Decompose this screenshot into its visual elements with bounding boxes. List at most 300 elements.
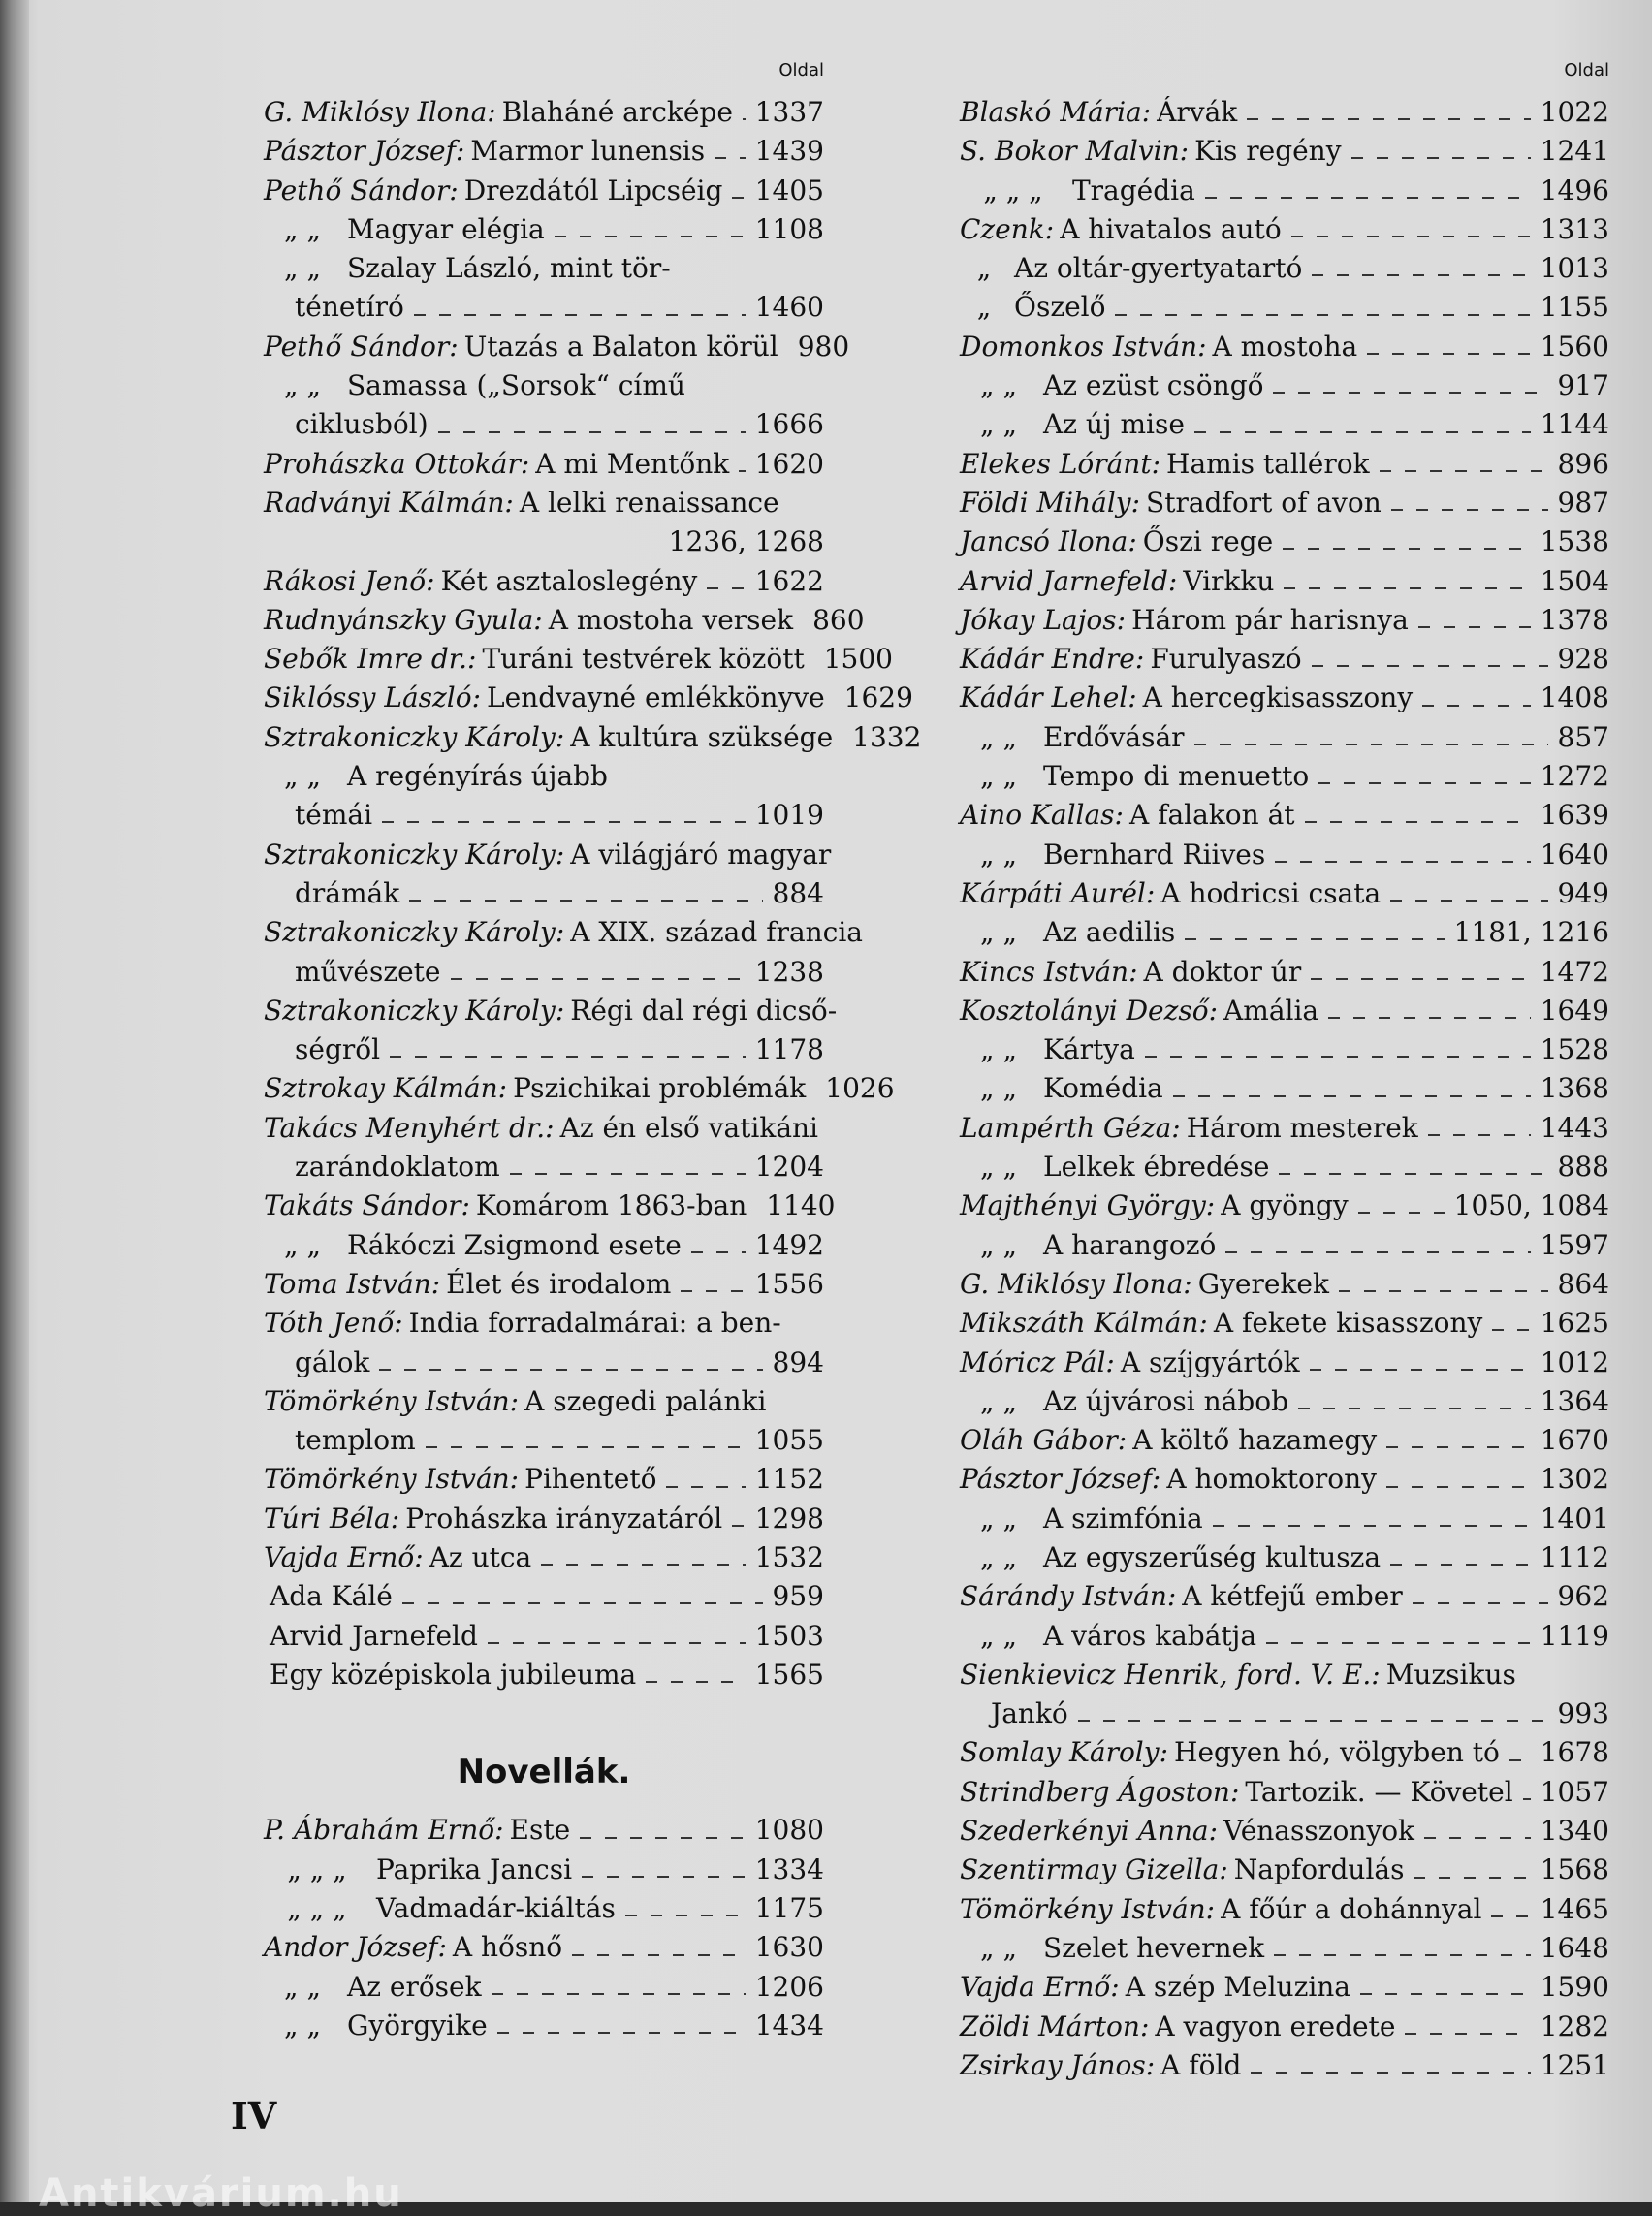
index-entry (264, 249, 824, 288)
entry-title: Az oltár-gyertyatartó (1014, 252, 1303, 285)
entry-author: Szederkényi Anna: (960, 1815, 1219, 1848)
ditto-mark: „ „ „ (287, 1892, 347, 1925)
leader-dots (541, 1564, 745, 1566)
ditto-mark: „ „ (284, 1228, 321, 1261)
entry-page-number: 1565 (754, 1658, 824, 1691)
entry-title: Tartozik. — Követel (1245, 1775, 1513, 1808)
entry-page-number: 1504 (1540, 564, 1609, 597)
index-entry (264, 484, 824, 522)
entry-title: A regényírás újabb (347, 760, 608, 793)
entry-title: Az erősek (347, 1970, 482, 2003)
entry-page-number: 1666 (754, 408, 824, 441)
page-column-header: Oldal (1564, 60, 1609, 80)
leader-dots (1298, 1408, 1531, 1409)
entry-author: Pethő Sándor: (264, 174, 459, 206)
entry-title: Virkku (1183, 564, 1275, 597)
index-entry (264, 1382, 824, 1421)
entry-page-number: 1178 (754, 1033, 824, 1066)
index-entry (960, 992, 1609, 1030)
entry-page-number: 1620 (754, 447, 824, 480)
entry-title: gálok (295, 1345, 370, 1378)
leader-dots (1428, 1134, 1531, 1136)
leader-dots (1312, 274, 1530, 276)
entry-page-number: 1181, 1216 (1453, 916, 1609, 949)
index-entry (960, 1694, 1609, 1733)
index-entry (960, 953, 1609, 992)
entry-title: Kis regény (1194, 135, 1342, 168)
index-entry (960, 249, 1609, 288)
entry-title: A harangozó (1043, 1228, 1217, 1261)
entry-author: Móricz Pál: (960, 1345, 1115, 1378)
entry-title: Az ezüst csöngő (1043, 369, 1264, 402)
entry-page-number: 1050, 1084 (1453, 1189, 1609, 1222)
leader-dots (438, 431, 746, 433)
leader-dots (732, 1525, 746, 1527)
entry-title: Árvák (1157, 96, 1238, 128)
index-entry (960, 1890, 1609, 1929)
entry-title: Hegyen hó, völgyben tó (1174, 1736, 1500, 1769)
entry-page-number: 1251 (1540, 2048, 1609, 2081)
entry-page-number: 1408 (1540, 681, 1609, 714)
entry-title: Az új mise (1043, 408, 1185, 441)
leader-dots (510, 1173, 746, 1175)
index-entry (960, 2008, 1609, 2046)
entry-author: Sztrakoniczky Károly: (264, 916, 565, 949)
entry-title: India forradalmárai: a ben- (408, 1307, 781, 1340)
leader-dots (691, 1251, 746, 1253)
leader-dots (1424, 1837, 1531, 1839)
leader-dots (1380, 470, 1548, 472)
entry-author: Prohászka Ottokár: (264, 447, 530, 480)
entry-page-number: 1401 (1540, 1502, 1609, 1535)
entry-title: Turáni testvérek között (482, 643, 805, 676)
leader-dots (1266, 1642, 1531, 1644)
entry-page-number: 1492 (754, 1228, 824, 1261)
entry-page-number: 1337 (754, 96, 824, 128)
index-entry (264, 1148, 824, 1187)
entry-title: Az én első vatikáni (559, 1111, 819, 1144)
entry-page-number: 1670 (1540, 1424, 1609, 1457)
leader-dots (390, 1056, 746, 1058)
entry-author: Tóth Jenő: (264, 1307, 403, 1340)
index-entry (264, 1968, 824, 2007)
entry-page-number: 1629 (843, 681, 913, 714)
entry-author: G. Miklósy Ilona: (264, 96, 496, 128)
entry-page-number: 1556 (754, 1267, 824, 1300)
entry-title: ségről (295, 1033, 381, 1066)
index-entry (264, 874, 824, 913)
entry-page-number: 1144 (1540, 408, 1609, 441)
entry-page-number: 1640 (1540, 838, 1609, 871)
entry-title: A költő hazamegy (1132, 1424, 1378, 1457)
ditto-mark: „ (976, 291, 992, 324)
index-entry (960, 328, 1609, 366)
entry-author: Pásztor József: (960, 1463, 1161, 1496)
index-entry (264, 1811, 824, 1850)
entry-title: Samassa („Sorsok“ című (347, 369, 685, 402)
entry-page-number: 1119 (1540, 1619, 1609, 1652)
leader-dots (1523, 1798, 1531, 1800)
entry-page-number: 1434 (754, 2009, 824, 2042)
entry-author: Pethő Sándor: (264, 330, 459, 363)
entry-title: Utazás a Balaton körül (463, 330, 778, 363)
entry-page-number: 1472 (1540, 955, 1609, 988)
leader-dots (1251, 2072, 1530, 2074)
index-entry (264, 1344, 824, 1382)
entry-title: A hodricsi csata (1160, 876, 1382, 909)
ditto-mark: „ „ „ (983, 174, 1043, 206)
entry-title: Pszichikai problémák (513, 1072, 807, 1105)
leader-dots (1391, 509, 1548, 511)
leader-dots (1367, 353, 1530, 355)
entry-author: Sárándy István: (960, 1580, 1177, 1613)
entry-title: zarándoklatom (295, 1151, 500, 1184)
entry-author: Földi Mihály: (960, 486, 1141, 519)
entry-title: Stradfort of avon (1146, 486, 1382, 519)
section-heading-novellak: Novellák. (457, 1753, 631, 1792)
leader-dots (1185, 938, 1444, 940)
index-entry (960, 172, 1609, 210)
entry-author: Takáts Sándor: (264, 1189, 470, 1222)
entry-page-number: 1405 (754, 174, 824, 206)
index-entry (264, 992, 838, 1030)
leader-dots (1509, 1759, 1531, 1761)
index-entry (264, 1421, 824, 1460)
entry-page-number: 1500 (823, 643, 893, 676)
entry-author: Kárpáti Aurél: (960, 876, 1156, 909)
index-entry (264, 1304, 824, 1343)
index-entry (960, 288, 1609, 327)
entry-title: Napfordulás (1233, 1853, 1405, 1886)
entry-title: Őszelő (1014, 291, 1106, 324)
index-entry (960, 640, 1609, 679)
index-entry (264, 328, 850, 366)
entry-title: Blaháné arcképe (501, 96, 733, 128)
entry-page-number: 1334 (754, 1852, 824, 1885)
entry-title: Három mesterek (1186, 1111, 1418, 1144)
entry-page-number: 888 (1557, 1151, 1609, 1184)
leader-dots (555, 236, 746, 237)
entry-title: A főúr a dohánnyal (1221, 1892, 1482, 1925)
leader-dots (1351, 157, 1531, 159)
index-entry (960, 366, 1609, 405)
entry-author: Blaskó Mária: (960, 96, 1152, 128)
entry-page-number: 1298 (754, 1502, 824, 1535)
entry-title: A világjáró magyar (570, 838, 832, 871)
leader-dots (1360, 1993, 1531, 1995)
ditto-mark: „ „ „ (287, 1852, 347, 1885)
index-entry (960, 1460, 1609, 1499)
entry-title: A doktor úr (1143, 955, 1302, 988)
leader-dots (681, 1290, 745, 1292)
ditto-mark: „ „ (980, 408, 1017, 441)
leader-dots (426, 1446, 746, 1448)
entry-title: A föld (1160, 2048, 1242, 2081)
entry-author: Sztrakoniczky Károly: (264, 838, 565, 871)
entry-page-number: 860 (812, 603, 865, 636)
index-entry (264, 1577, 824, 1616)
index-entry (960, 1421, 1609, 1460)
entry-title: Szelet hevernek (1043, 1931, 1265, 1964)
leader-dots (1390, 1564, 1531, 1566)
ditto-mark: „ „ (980, 1384, 1017, 1417)
index-entry (264, 562, 824, 601)
entry-page-number: 1175 (754, 1892, 824, 1925)
entry-title: Ada Kálé (270, 1580, 393, 1613)
entry-page-number: 1241 (1540, 135, 1609, 168)
index-entry (960, 1617, 1609, 1656)
entry-page-number: 1080 (754, 1814, 824, 1847)
entry-page-number: 1152 (754, 1463, 824, 1496)
ditto-mark: „ „ (980, 1228, 1017, 1261)
entry-title: A mostoha (1212, 330, 1358, 363)
entry-title: Arvid Jarnefeld (270, 1619, 478, 1652)
entry-title: A hercegkisasszony (1142, 681, 1414, 714)
index-entry (264, 522, 824, 561)
index-entry (264, 1187, 836, 1225)
index-entry (960, 2046, 1609, 2085)
index-entry (264, 913, 864, 952)
entry-title: Gyerekek (1197, 1267, 1329, 1300)
entry-page-number: 1439 (754, 135, 824, 168)
index-entry (264, 953, 824, 992)
left-entries (264, 93, 922, 2045)
ditto-mark: „ „ (980, 720, 1017, 753)
entry-page-number: 896 (1557, 447, 1609, 480)
entry-page-number: 1022 (1540, 96, 1609, 128)
entry-title: A falakon át (1128, 799, 1295, 832)
index-entry (264, 445, 824, 484)
leader-dots (1205, 197, 1531, 199)
entry-title: Lendvayné emlékkönyve (487, 681, 825, 714)
leader-dots (743, 118, 746, 120)
index-entry (960, 93, 1609, 132)
entry-author: Vajda Ernő: (264, 1540, 424, 1573)
entry-title: Tragédia (1072, 174, 1195, 206)
entry-page-number: 1538 (1540, 525, 1609, 558)
entry-title: A szegedi palánki (524, 1384, 767, 1417)
index-entry (264, 796, 824, 835)
entry-page-number: 987 (1557, 486, 1609, 519)
index-entry (960, 796, 1609, 835)
leader-dots (402, 1602, 763, 1604)
entry-page-number: 1340 (1540, 1815, 1609, 1848)
leader-dots (1173, 1095, 1531, 1097)
leader-dots (732, 197, 745, 199)
entry-title: drámák (295, 876, 400, 909)
entry-title: Két asztaloslegény (440, 564, 698, 597)
leader-dots (497, 2032, 746, 2034)
entry-page-number: 1590 (1540, 1971, 1609, 2004)
leader-dots (1273, 392, 1547, 394)
entry-page-number: 917 (1557, 369, 1609, 402)
entry-author: Tömörkény István: (264, 1463, 520, 1496)
entry-author: Jókay Lajos: (960, 603, 1127, 636)
entry-title: Lelkek ébredése (1043, 1151, 1270, 1184)
entry-title: A szép Meluzina (1125, 1971, 1351, 2004)
leader-dots (1275, 861, 1530, 863)
entry-author: Andor József: (264, 1931, 447, 1964)
leader-dots (580, 1837, 746, 1839)
index-entry (960, 1538, 1609, 1577)
entry-page-number: 1204 (754, 1151, 824, 1184)
entry-page-number: 1378 (1540, 603, 1609, 636)
entry-page-number: 1528 (1540, 1033, 1609, 1066)
entry-page-number: 1465 (1540, 1892, 1609, 1925)
leader-dots (1311, 978, 1531, 980)
entry-page-number: 1282 (1540, 2010, 1609, 2042)
index-entry (264, 1030, 824, 1069)
index-entry (960, 1733, 1609, 1772)
entry-author: G. Miklósy Ilona: (960, 1267, 1192, 1300)
entry-title: Muzsikus (1385, 1658, 1516, 1691)
entry-title: templom (295, 1424, 416, 1457)
entry-title: Komárom 1863-ban (475, 1189, 747, 1222)
ditto-mark: „ „ (284, 212, 321, 245)
entry-author: Domonkos István: (960, 330, 1207, 363)
page-column-header: Oldal (778, 60, 824, 80)
entry-title: Tempo di menuetto (1043, 760, 1310, 793)
entry-page-number: 1055 (754, 1424, 824, 1457)
entry-author: Toma István: (264, 1267, 441, 1300)
entry-title: Egy középiskola jubileuma (270, 1658, 637, 1691)
index-entry (264, 601, 865, 640)
index-entry (264, 288, 824, 327)
index-entry (960, 1577, 1609, 1616)
entry-title: A mi Mentőnk (535, 447, 730, 480)
entry-author: Kádár Endre: (960, 643, 1145, 676)
entry-title: Drezdától Lipcséig (463, 174, 723, 206)
index-entry (264, 1889, 824, 1928)
entry-page-number: 1678 (1540, 1736, 1609, 1769)
ditto-mark: „ „ (284, 1970, 321, 2003)
entry-page-number: 1332 (852, 720, 922, 753)
index-entry (960, 913, 1609, 952)
entry-title: Az egyszerűség kultusza (1043, 1540, 1382, 1573)
leader-dots (1312, 665, 1548, 667)
entry-author: Majthényi György: (960, 1189, 1216, 1222)
leader-dots (666, 1486, 745, 1488)
entry-author: Siklóssy László: (264, 681, 482, 714)
entry-title: A XIX. század francia (570, 916, 864, 949)
index-entry (264, 1617, 824, 1656)
index-entry (264, 1226, 824, 1265)
index-entry (264, 172, 824, 210)
entry-title: A kétfejű ember (1182, 1580, 1403, 1613)
index-entry (960, 1187, 1609, 1225)
ditto-mark: „ „ (284, 760, 321, 793)
entry-page-number: 1639 (1540, 799, 1609, 832)
entry-title: Az újvárosi nábob (1043, 1384, 1288, 1417)
leader-dots (1283, 548, 1531, 550)
ditto-mark: „ „ (980, 1502, 1017, 1535)
entry-author: Mikszáth Kálmán: (960, 1307, 1208, 1340)
leader-dots (1390, 900, 1547, 902)
entry-title: Élet és irodalom (446, 1267, 672, 1300)
entry-author: Aino Kallas: (960, 799, 1124, 832)
entry-title: Amália (1223, 994, 1319, 1027)
entry-page-number: 1443 (1540, 1111, 1609, 1144)
index-entry (264, 1069, 895, 1108)
index-entry (960, 836, 1609, 874)
entry-title: művészete (295, 955, 441, 988)
entry-page-number: 864 (1557, 1267, 1609, 1300)
entry-page-number: 1272 (1540, 760, 1609, 793)
entry-author: Pásztor József: (264, 135, 465, 168)
index-entry (960, 1265, 1609, 1304)
entry-author: Oláh Gábor: (960, 1424, 1128, 1457)
index-entry (264, 210, 824, 249)
leader-dots (1318, 782, 1531, 784)
entry-page-number: 1112 (1540, 1540, 1609, 1573)
index-entry (960, 1109, 1609, 1148)
leader-dots (1310, 1369, 1531, 1371)
leader-dots (488, 1642, 746, 1644)
entry-author: Rákosi Jenő: (264, 564, 435, 597)
entry-title: Prohászka irányzatáról (405, 1502, 723, 1535)
entry-page-number: 857 (1557, 720, 1609, 753)
index-entry (960, 1344, 1609, 1382)
entry-title: Marmor lunensis (470, 135, 706, 168)
index-entry (960, 874, 1609, 913)
entry-page-number: 1597 (1540, 1228, 1609, 1261)
entry-page-number: 894 (772, 1345, 824, 1378)
entry-author: Tömörkény István: (960, 1892, 1216, 1925)
entry-page-number: 1026 (825, 1072, 895, 1105)
entry-author: Kosztolányi Dezső: (960, 994, 1219, 1027)
entry-page-number: 1236, 1268 (668, 525, 824, 558)
index-entry (264, 836, 832, 874)
entry-page-number: 1503 (754, 1619, 824, 1652)
index-entry (264, 366, 824, 405)
ditto-mark: „ „ (980, 1540, 1017, 1573)
entry-title: A hivatalos autó (1060, 212, 1282, 245)
entry-author: Zsirkay János: (960, 2048, 1156, 2081)
leader-dots (382, 821, 746, 823)
index-entry (960, 562, 1609, 601)
index-entry (960, 132, 1609, 171)
entry-author: Vajda Ernő: (960, 1971, 1120, 2004)
page-number-roman: IV (231, 2094, 277, 2137)
entry-author: Radványi Kálmán: (264, 486, 514, 519)
index-entry (264, 2007, 824, 2045)
entry-title: A lelki renaissance (519, 486, 779, 519)
entry-author: Szentirmay Gizella: (960, 1853, 1228, 1886)
index-entry (264, 1460, 824, 1499)
entry-title: A szíjgyártók (1120, 1345, 1300, 1378)
entry-author: Somlay Károly: (960, 1736, 1169, 1769)
entry-page-number: 1302 (1540, 1463, 1609, 1496)
ditto-mark: „ „ (980, 1931, 1017, 1964)
index-entry (960, 484, 1609, 522)
entry-page-number: 1568 (1540, 1853, 1609, 1886)
entry-page-number: 1013 (1540, 252, 1609, 285)
index-entry (960, 1382, 1609, 1421)
leader-dots (1213, 1525, 1531, 1527)
leader-dots (379, 1369, 762, 1371)
index-entry (960, 405, 1609, 444)
entry-title: Három pár harisnya (1131, 603, 1409, 636)
entry-page-number: 1625 (1540, 1307, 1609, 1340)
entry-title: Rákóczi Zsigmond esete (347, 1228, 682, 1261)
entry-page-number: 1057 (1540, 1775, 1609, 1808)
entry-page-number: 962 (1557, 1580, 1609, 1613)
entry-title: A kultúra szüksége (570, 720, 834, 753)
index-entry (960, 1148, 1609, 1187)
entry-author: Sienkievicz Henrik, ford. V. E.: (960, 1658, 1381, 1691)
index-entry (960, 210, 1609, 249)
leader-dots (1413, 1602, 1548, 1604)
